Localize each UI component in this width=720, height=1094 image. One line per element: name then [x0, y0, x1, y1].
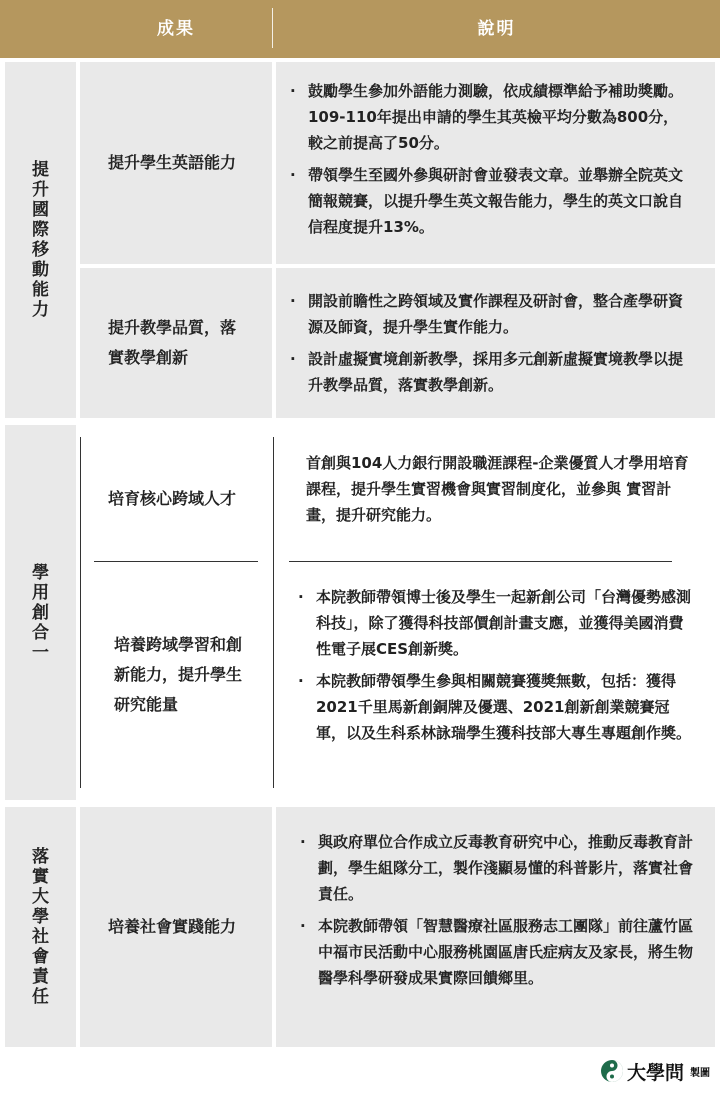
header-col-outcome: 成果 [157, 19, 195, 39]
section-title-international-mobility: 提升國際移動能力 [5, 62, 76, 418]
row-label-core-talent: 培育核心跨域人才 [108, 489, 237, 508]
row-desc-social-practice [276, 807, 715, 1047]
row-desc-cross-domain-research [290, 584, 702, 784]
list-item: · 設計虛擬實境創新教學，採用多元創新虛擬實境教學以提升教學品質，落實教學創新。 [290, 346, 693, 398]
row-label-social-practice: 培養社會實踐能力 [80, 807, 272, 1047]
ying-yang-logo-icon [600, 1059, 624, 1083]
list-item: · 本院教師帶領「智慧醫療社區服務志工團隊」前往蘆竹區中福市民活動中心服務桃園區唐氏症病友及家長，將生物醫學科學研發成果實際回饋鄉里。 [300, 913, 693, 991]
list-item: · 本院教師帶領博士後及學生一起新創公司「台灣優勢感測科技」，除了獲得科技部價創計畫支應，並獲得美國消費性電子展CES創新獎。 [298, 584, 698, 662]
list-item: · 本院教師帶領學生參與相關競賽獲獎無數，包括：獲得2021千里馬新創銅牌及優選、2021創新創業競賽冠軍，以及生科系林詠瑞學生獲科技部大專生專題創作獎。 [298, 668, 698, 746]
section-title-social-responsibility: 落實大學社會責任 [5, 807, 76, 1047]
brand-suffix: 製圖 [690, 1067, 710, 1079]
list-item: · 與政府單位合作成立反毒教育研究中心，推動反毒教育計劃，學生組隊分工，製作淺顯易懂的科普影片，落實社會責任。 [300, 829, 693, 907]
row-desc-teaching-quality [276, 268, 715, 418]
footer-brand [600, 1056, 710, 1086]
list-item: · 開設前瞻性之跨領域及實作課程及研討會，整合產學研資源及師資，提升學生實作能力。 [290, 288, 693, 340]
row-divider-desc [289, 561, 672, 562]
row-label-english-ability: 提升學生英語能力 [80, 62, 272, 264]
row-label-teaching-quality: 提升教學品質，落實教學創新 [80, 268, 272, 418]
list-item: · 鼓勵學生參加外語能力測驗，依成績標準給予補助獎勵。109-110年提出申請的學生其英檢平均分數為800分，較之前提高了50分。 [290, 78, 693, 156]
brand-name: 大學問 [626, 1061, 684, 1084]
section-title-learning-application: 學用創合一 [5, 425, 76, 800]
header-col-description: 說明 [477, 19, 516, 39]
list-item: · 帶領學生至國外參與研討會並發表文章。並舉辦全院英文簡報競賽，以提升學生英文報告能力，學生的英文口說自信程度提升13%。 [290, 162, 693, 240]
column-divider-right [273, 437, 274, 788]
row-label-cross-domain-research: 培養跨域學習和創新能力，提升學生研究能量 [114, 635, 243, 714]
row-desc-core-talent: 首創與104人力銀行開設職涯課程-企業優質人才學用培育課程，提升學生實習機會與實習制度化，並參與 實習計畫，提升研究能力。 [306, 454, 689, 524]
row-desc-english-ability [276, 62, 715, 264]
